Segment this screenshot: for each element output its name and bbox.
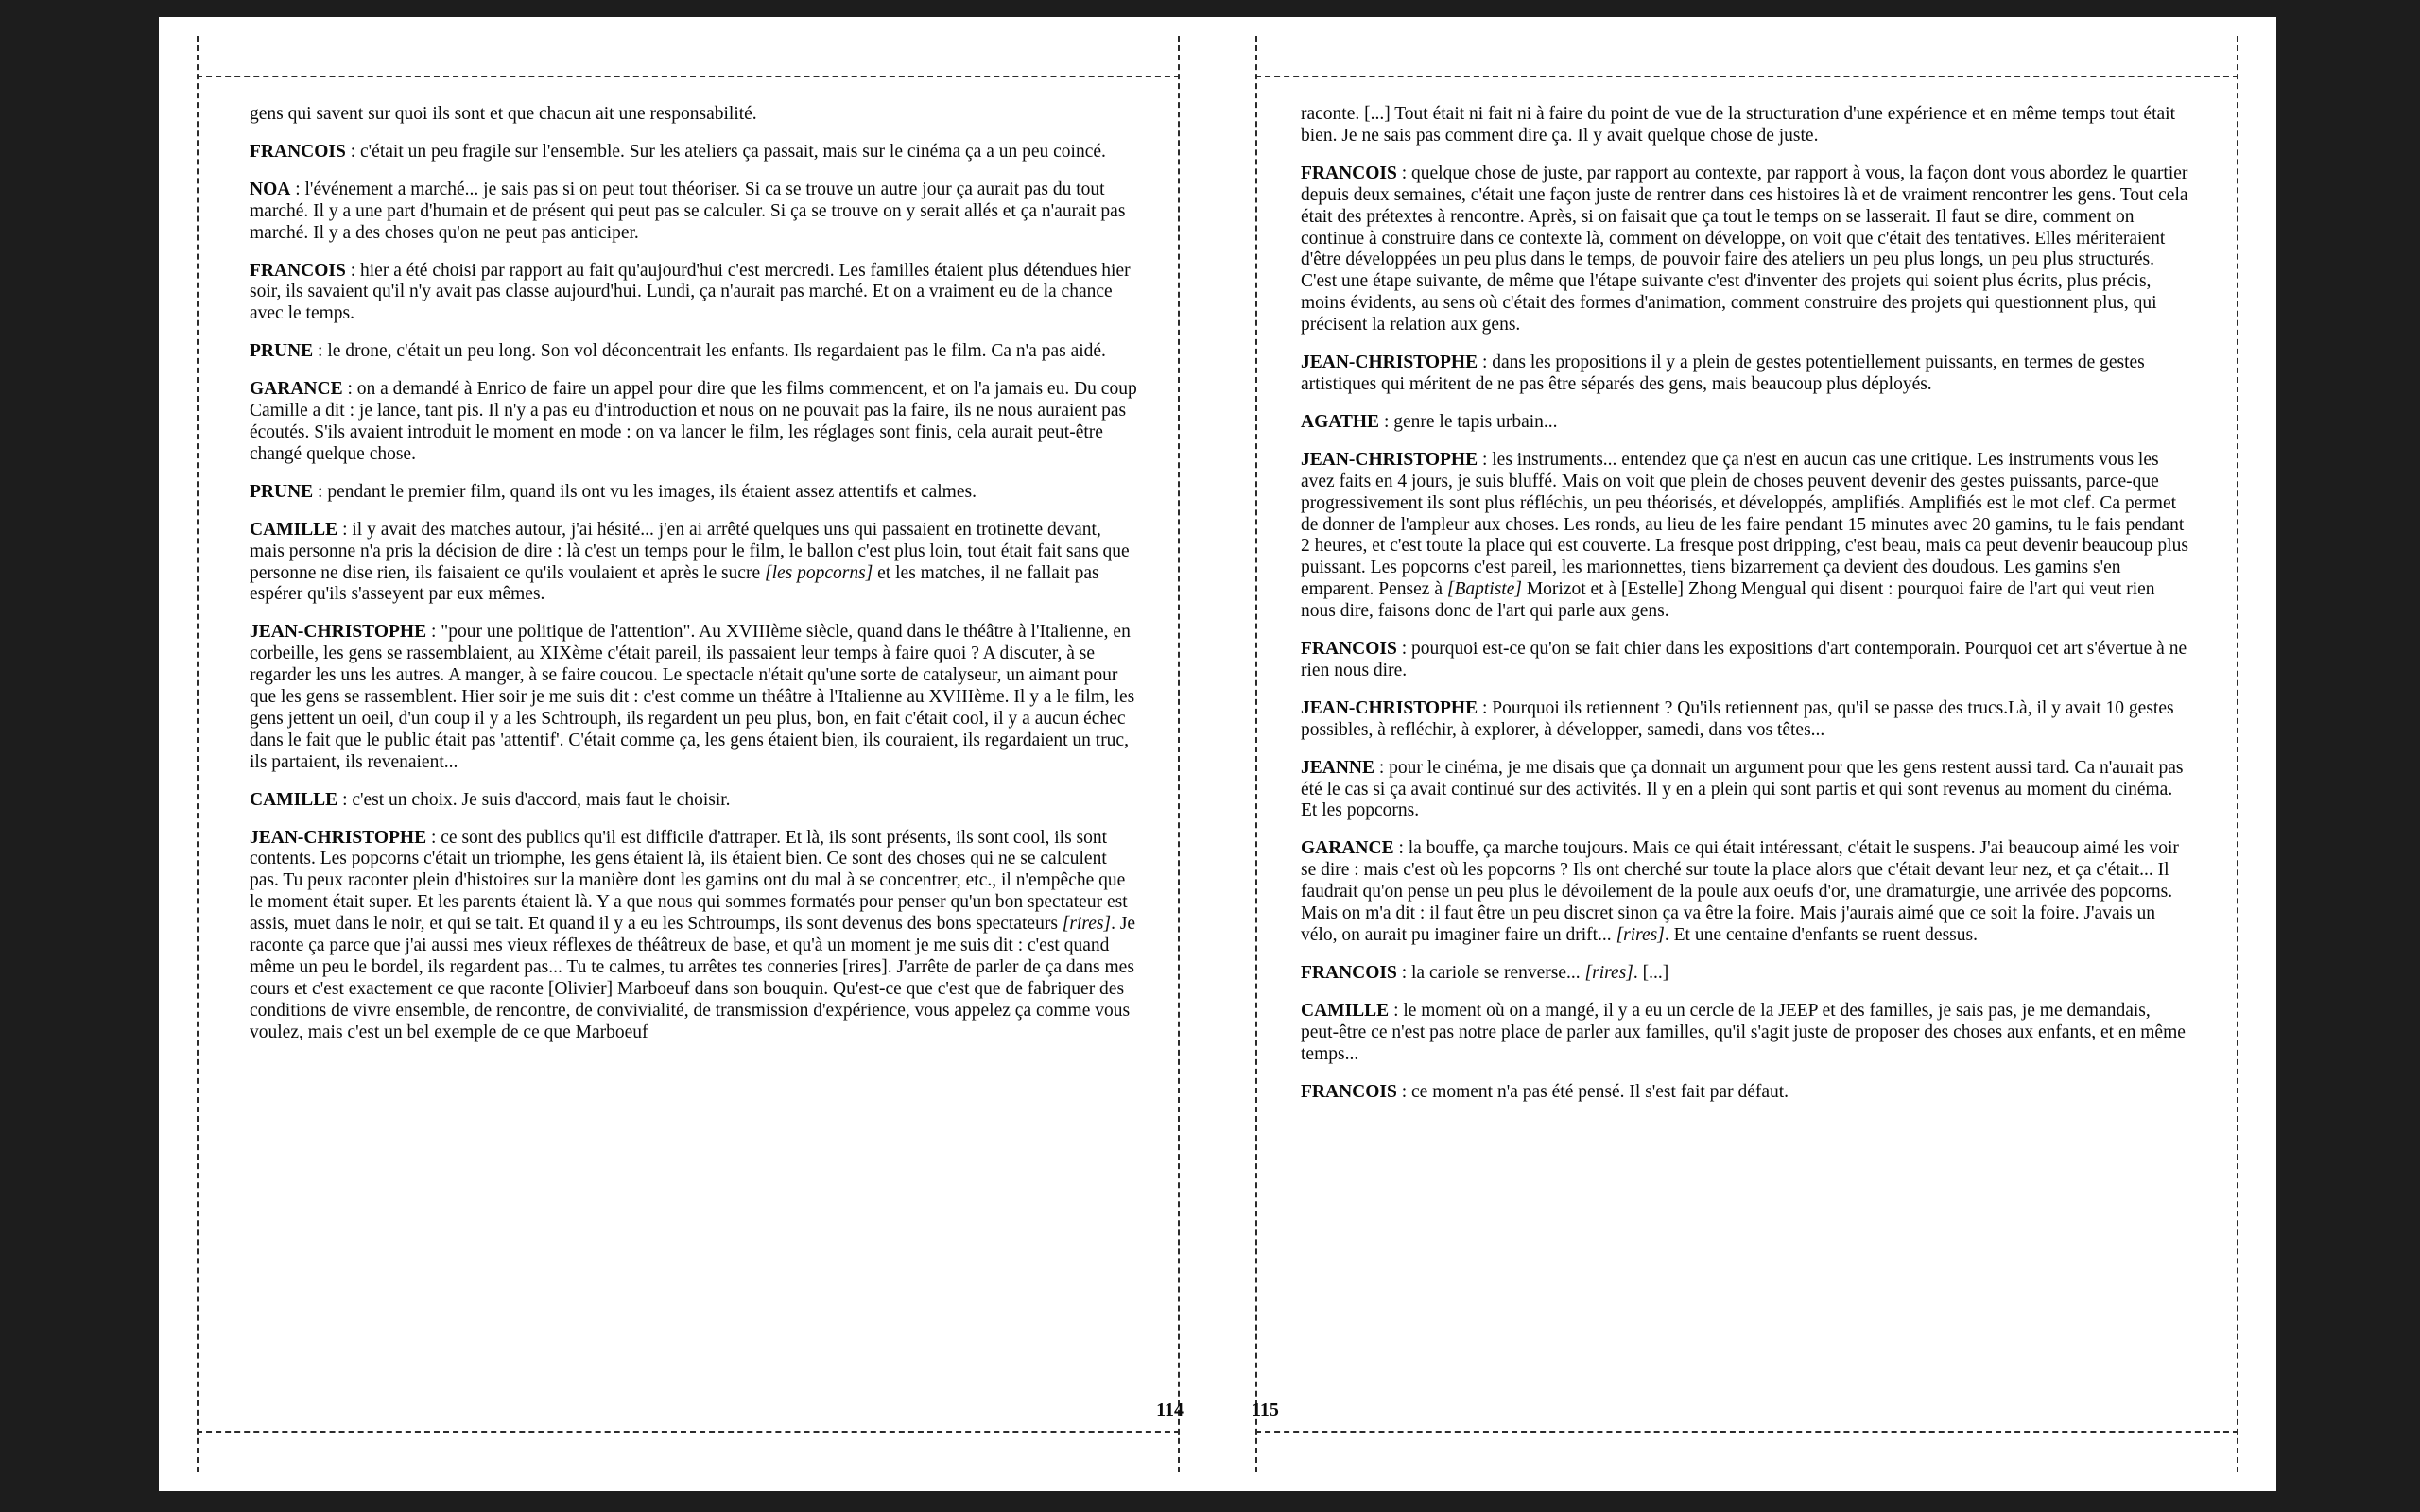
paragraph-text: : ce moment n'a pas été pensé. Il s'est fait par défaut.: [1396, 1081, 1789, 1102]
speaker-label: JEAN-CHRISTOPHE: [1301, 449, 1478, 470]
trim-mark-right-left: [1178, 36, 1180, 1472]
speaker-label: AGATHE: [1301, 411, 1380, 432]
paragraph-text: : pour le cinéma, je me disais que ça donnait un argument pour que les gens restent aussi tard. Ca n'aurait pas été le cas si ça avait continué sur des activités. Il y en a plein qui sont partis et qui sont revenus au moment du cinéma. Et les popcorns.: [1301, 757, 2184, 821]
transcript-paragraph: [1301, 1082, 2191, 1104]
page-right: [1218, 17, 2276, 1491]
paragraph-text-continued: . Et une centaine d'enfants se ruent dessus.: [1664, 925, 1978, 945]
paragraph-text: : dans les propositions il y a plein de gestes potentiellement puissants, en termes de gestes artistiques qui méritent de ne pas être séparés des gens, mais beaucoup plus déployés.: [1301, 352, 2145, 394]
page-spread: [159, 17, 2276, 1491]
paragraph-text: : on a demandé à Enrico de faire un appel pour dire que les films commencent, et on l'a jamais eu. Du coup Camille a dit : je lance, tant pis. Il n'y a pas eu d'introduction et nous on ne pouvait pas la faire, ils ne nous auraient pas écoutés. S'ils avaient introduit le moment en mode : on va lancer le film, les réglages sont finis, cela aurait peut-être changé quelque chose.: [250, 379, 1137, 464]
stage-direction: [rires]: [1062, 914, 1112, 935]
speaker-label: PRUNE: [250, 341, 314, 362]
paragraph-text: : le moment où on a mangé, il y a eu un cercle de la JEEP et des familles, je sais pas, je me demandais, peut-être ce n'est pas notre place de parler aux familles, qu'il s'agit juste de proposer des choses aux enfants, et en même temps...: [1301, 1000, 2186, 1064]
transcript-paragraph: [1301, 412, 2191, 434]
speaker-label: NOA: [250, 179, 291, 199]
paragraph-text-continued: Morizot et à [Estelle] Zhong Mengual qui disent : pourquoi faire de l'art qui veut rien nous dire, faisons donc de l'art qui parle aux gens.: [1301, 579, 2155, 622]
paragraph-text: gens qui savent sur quoi ils sont et que chacun ait une responsabilité.: [250, 104, 757, 124]
paragraph-text-continued: . [...]: [1633, 962, 1669, 983]
transcript-paragraph: [250, 104, 1140, 126]
paragraph-text: : les instruments... entendez que ça n'est en aucun cas une critique. Les instruments vous les avez faits en 4 jours, je suis bluffé. Mais on voit que plein de choses peuvent devenir des gestes puissants, parce-que progressivement ils sont plus réfléchis, un peu théorisés, et développés, amplifiés. Amplifiés est le mot clef. Ca permet de donner de l'ampleur aux choses. Les ronds, au lieu de les faire pendant 15 minutes avec 20 gamins, tu le fais pendant 2 heures, et c'est toute la place qui est couverte. La fresque post dripping, c'est beau, mais ca peut devenir beaucoup plus puissant. Les popcorns c'est pareil, les marionnettes, tiens bizarrement ça devient des doudous. Les gamins s'en emparent. Pensez à: [1301, 449, 2188, 600]
transcript-paragraph: [1301, 104, 2191, 147]
paragraph-text: : il y avait des matches autour, j'ai hésité... j'en ai arrêté quelques uns qui passaient en trotinette devant, mais personne n'a pris la décision de dire : là c'est un temps pour le film, le ballon c'est plus loin, tout était fait sans que personne ne dise rien, ils faisaient ce qu'ils voulaient et après le sucre: [250, 519, 1130, 583]
speaker-label: JEAN-CHRISTOPHE: [250, 622, 427, 643]
page-left-content: [250, 104, 1140, 1387]
trim-mark-bottom-right: [1255, 1431, 2238, 1433]
speaker-label: FRANCOIS: [1301, 639, 1397, 660]
speaker-label: GARANCE: [250, 379, 343, 400]
transcript-paragraph: [1301, 1001, 2191, 1066]
transcript-paragraph: [1301, 163, 2191, 336]
paragraph-text: : pendant le premier film, quand ils ont vu les images, ils étaient assez attentifs et calmes.: [313, 481, 977, 502]
transcript-paragraph: [250, 482, 1140, 504]
paragraph-text: : la cariole se renverse...: [1396, 962, 1585, 983]
transcript-paragraph: [1301, 639, 2191, 682]
stage-direction: [rires]: [1616, 925, 1665, 945]
page-number-left: 114: [1156, 1400, 1184, 1420]
transcript-paragraph: [1301, 963, 2191, 985]
transcript-paragraph: [250, 379, 1140, 466]
stage-direction: [rires]: [1584, 962, 1634, 983]
trim-mark-top-right: [1255, 76, 2238, 77]
paragraph-text: : l'événement a marché... je sais pas si on peut tout théoriser. Si ca se trouve un autre jour ça aurait pas du tout marché. Il y a une part d'humain et de présent qui peut pas se calculer. Si ça se trouve on y serait allés et ça n'aurait pas marché. Il y a des choses qu'on ne peut pas anticiper.: [250, 179, 1126, 243]
speaker-label: PRUNE: [250, 481, 314, 502]
transcript-paragraph: [250, 790, 1140, 812]
paragraph-text: : Pourquoi ils retiennent ? Qu'ils retiennent pas, qu'il se passe des trucs.Là, il y avait 10 gestes possibles, à refléchir, à explorer, à développer, samedi, dans vos têtes...: [1301, 697, 2174, 740]
speaker-label: FRANCOIS: [1301, 163, 1397, 183]
paragraph-text: : quelque chose de juste, par rapport au contexte, par rapport à vous, la façon dont vous abordez le quartier depuis deux semaines, c'était une façon juste de rentrer dans ces histoires là et de vraiment rencontrer les gens. Tout cela était des prétextes à rencontre. Après, si on faisait que ça tout le temps on se lasserait. Il faut se dire, comment on continue à construire dans ce contexte là, comment on développe, on voit que c'était des tentatives. Elles mériteraient d'être développées un peu plus dans le temps, de pouvoir faire des ateliers un peu plus longs, un peu plus structurés. C'est une étape suivante, de même que l'étape suivante c'est d'inventer des projets qui soient plus écrits, plus précis, moins évidents, au sens où c'était des formes d'animation, comment construire des projets qui questionnent plus, qui précisent la relation aux gens.: [1301, 163, 2188, 335]
transcript-paragraph: [250, 142, 1140, 163]
page-right-content: [1301, 104, 2191, 1387]
speaker-label: CAMILLE: [250, 789, 338, 810]
trim-mark-bottom-left: [197, 1431, 1180, 1433]
speaker-label: JEANNE: [1301, 757, 1375, 778]
speaker-label: FRANCOIS: [1301, 1081, 1397, 1102]
stage-direction: [Baptiste]: [1446, 579, 1522, 600]
paragraph-text: : la bouffe, ça marche toujours. Mais ce qui était intéressant, c'était le suspens. J'ai beaucoup aimé les voir se dire : mais c'est où les popcorns ? Ils ont cherché sur toute la place alors que c'était devant leur nez, et ça c'était... Il faudrait qu'on pense un peu plus le dévoilement de la poule aux oeufs d'or, une dramaturgie, une arrivée des popcorns. Mais on m'a dit : il faut être un peu discret sinon ça va être la foire. Mais j'aurais aimé que ce soit la foire. J'avais un vélo, on aurait pu imaginer faire un drift...: [1301, 838, 2179, 945]
paragraph-text: : "pour une politique de l'attention". Au XVIIIème siècle, quand dans le théâtre à l'Italienne, en corbeille, les gens se rassemblaient, au XIXème c'était pareil, ils passaient leur temps à faire quoi ? A discuter, à se regarder les uns les autres. A manger, à se faire coucou. Le spectacle n'était qu'une sorte de catalyseur, un aimant pour que les gens se rassemblent. Hier soir je me suis dit : c'est comme un théâtre à l'Italienne au XVIIIème. Il y a le film, les gens jettent un oeil, d'un coup il y a les Schtrouph, ils regardent un peu plus, bon, en fait c'était cool, il y a aucun échec dans le fait que le public était pas 'attentif'. C'était comme ça, les gens étaient bien, ils couraient, ils regardaient un truc, ils partaient, ils revenaient...: [250, 622, 1135, 772]
speaker-label: FRANCOIS: [1301, 962, 1397, 983]
transcript-paragraph: [250, 261, 1140, 326]
trim-mark-right-right: [2237, 36, 2238, 1472]
paragraph-text: : c'est un choix. Je suis d'accord, mais faut le choisir.: [337, 789, 731, 810]
transcript-paragraph: [250, 622, 1140, 773]
paragraph-text: : genre le tapis urbain...: [1379, 411, 1558, 432]
transcript-paragraph: [1301, 758, 2191, 823]
transcript-paragraph: [250, 180, 1140, 245]
transcript-paragraph: [250, 341, 1140, 363]
transcript-paragraph: [1301, 838, 2191, 947]
paragraph-text: : pourquoi est-ce qu'on se fait chier dans les expositions d'art contemporain. Pourquoi cet art s'évertue à ne rien nous dire.: [1301, 639, 2187, 680]
speaker-label: FRANCOIS: [250, 141, 346, 162]
transcript-paragraph: [250, 828, 1140, 1044]
transcript-paragraph: [1301, 450, 2191, 623]
stage-direction: [les popcorns]: [765, 562, 873, 583]
speaker-label: GARANCE: [1301, 838, 1394, 859]
transcript-paragraph: [250, 520, 1140, 607]
paragraph-text: : c'était un peu fragile sur l'ensemble. Sur les ateliers ça passait, mais sur le cinéma ça a un peu coincé.: [345, 141, 1106, 162]
trim-mark-left-right: [1255, 36, 1257, 1472]
page-number-right: 115: [1252, 1400, 1279, 1420]
paragraph-text: : le drone, c'était un peu long. Son vol déconcentrait les enfants. Ils regardaient pas le film. Ca n'a pas aidé.: [313, 341, 1106, 362]
paragraph-text: raconte. [...] Tout était ni fait ni à faire du point de vue de la structuration d'une expérience et en même temps tout était bien. Je ne sais pas comment dire ça. Il y avait quelque chose de juste.: [1301, 104, 2175, 146]
speaker-label: FRANCOIS: [250, 260, 346, 281]
speaker-label: CAMILLE: [250, 519, 338, 540]
transcript-paragraph: [1301, 352, 2191, 396]
speaker-label: JEAN-CHRISTOPHE: [1301, 352, 1478, 373]
page-left: [159, 17, 1218, 1491]
trim-mark-top-left: [197, 76, 1180, 77]
paragraph-text: : hier a été choisi par rapport au fait qu'aujourd'hui c'est mercredi. Les familles étaient plus détendues hier soir, ils savaient qu'il n'y avait pas classe aujourd'hui. Lundi, ça n'aurait pas marché. Et on a vraiment eu de la chance avec le temps.: [250, 260, 1131, 324]
speaker-label: CAMILLE: [1301, 1000, 1390, 1021]
paragraph-text-continued: . Je raconte ça parce que j'ai aussi mes vieux réflexes de théâtreux de base, et qu'à un moment je me suis dit : c'est quand même un peu le bordel, ils regardent pas... Tu te calmes, tu arrêtes tes conneries [rires]. J'arrête de parler de ça dans mes cours et c'est exactement ce que raconte [Olivier] Marboeuf dans son bouquin. Qu'est-ce que c'est que de fabriquer des conditions de vivre ensemble, de rencontre, de convivialité, de transmission d'expérience, vous appelez ça comme vous voulez, mais c'est un bel exemple de ce que Marboeuf: [250, 914, 1136, 1042]
transcript-paragraph: [1301, 698, 2191, 742]
speaker-label: JEAN-CHRISTOPHE: [250, 827, 427, 848]
paragraph-text-continued: et les matches, il ne fallait pas espérer qu'ils s'asseyent par eux mêmes.: [250, 562, 1099, 605]
trim-mark-left-left: [197, 36, 199, 1472]
speaker-label: JEAN-CHRISTOPHE: [1301, 697, 1478, 718]
paragraph-text: : ce sont des publics qu'il est difficile d'attraper. Et là, ils sont présents, ils sont cool, ils sont contents. Les popcorns c'était un triomphe, les gens étaient là, ils étaient bien. Ce sont des choses qui ne se calculent pas. Tu peux raconter plein d'histoires sur la manière dont les gamins ont du mal à se concentrer, etc., il n'empêche que le moment était super. Et les parents étaient là. Y a que nous qui sommes formatés pour penser qu'un bon spectateur est assis, muet dans le noir, et qui se tait. Et quand il y a eu les Schtroumps, ils sont devenus des bons spectateurs: [250, 827, 1128, 935]
